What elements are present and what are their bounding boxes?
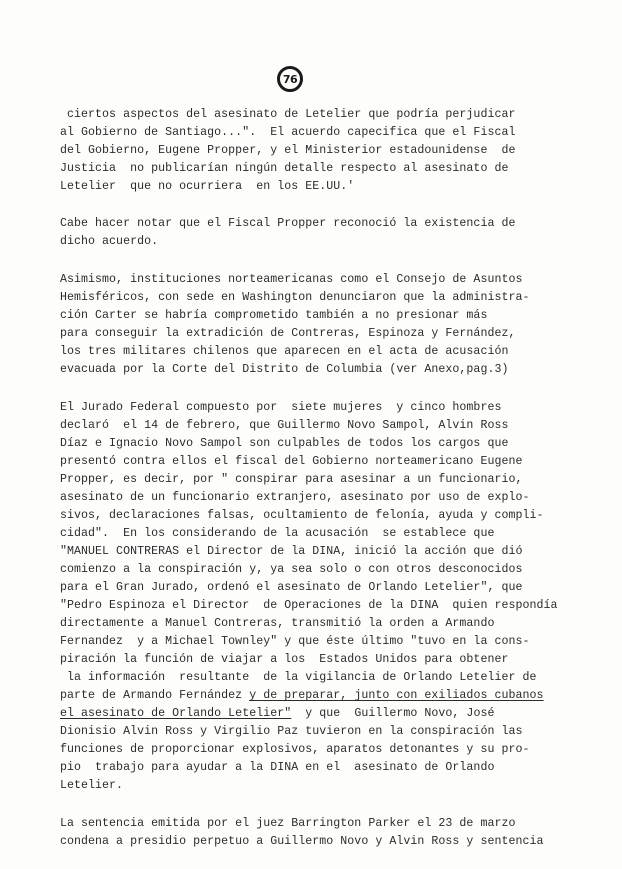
- page-number-stamp: 76: [277, 66, 303, 92]
- text-line: La sentencia emitida por el juez Barrington Parker el 23 de marzo: [60, 817, 516, 830]
- text-line: El Jurado Federal compuesto por siete mujeres y cinco hombres: [60, 401, 502, 414]
- text-line: Propper, es decir, por " conspirar para asesinar a un funcionario,: [60, 473, 523, 486]
- text-segment: parte de Armando Fernández: [60, 689, 250, 702]
- text-line-with-underline: [60, 689, 544, 702]
- text-line: declaró el 14 de febrero, que Guillermo Novo Sampol, Alvin Ross: [60, 419, 509, 432]
- text-line: funciones de proporcionar explosivos, aparatos detonantes y su pro-: [60, 743, 530, 756]
- text-line: los tres militares chilenos que aparecen en el acta de acusación: [60, 345, 509, 358]
- text-line: evacuada por la Corte del Distrito de Columbia (ver Anexo,pag.3): [60, 363, 509, 376]
- text-line: para conseguir la extradición de Contreras, Espinoza y Fernández,: [60, 327, 516, 340]
- text-line: dicho acuerdo.: [60, 235, 159, 248]
- text-line: ciertos aspectos del asesinato de Letelier que podría perjudicar: [60, 108, 516, 121]
- text-line: Asimismo, instituciones norteamericanas como el Consejo de Asuntos: [60, 273, 523, 286]
- text-line: Letelier.: [60, 779, 124, 792]
- underlined-text: el asesinato de Orlando Letelier": [60, 707, 292, 720]
- text-line: comienzo a la conspiración y, ya sea solo o con otros desconocidos: [60, 563, 523, 576]
- text-line: Dionisio Alvin Ross y Virgilio Paz tuvieron en la conspiración las: [60, 725, 523, 738]
- text-line: asesinato de un funcionario extranjero, asesinato por uso de explo-: [60, 491, 530, 504]
- text-line: presentó contra ellos el fiscal del Gobierno norteamericano Eugene: [60, 455, 523, 468]
- text-line: Díaz e Ignacio Novo Sampol son culpables de todos los cargos que: [60, 437, 509, 450]
- text-line: la información resultante de la vigilancia de Orlando Letelier de: [60, 671, 537, 684]
- text-line: [60, 707, 494, 720]
- text-line: piración la función de viajar a los Estados Unidos para obtener: [60, 653, 509, 666]
- text-line: directamente a Manuel Contreras, transmitió la orden a Armando: [60, 617, 495, 630]
- text-line: al Gobierno de Santiago...". El acuerdo capecifica que el Fiscal: [60, 126, 516, 139]
- text-line: condena a presidio perpetuo a Guillermo Novo y Alvin Ross y sentencia: [60, 835, 544, 848]
- text-line: para el Gran Jurado, ordenó el asesinato de Orlando Letelier", que: [60, 581, 523, 594]
- text-line: cidad". En los considerando de la acusación se establece que: [60, 527, 495, 540]
- text-line: Cabe hacer notar que el Fiscal Propper reconoció la existencia de: [60, 217, 516, 230]
- text-line: del Gobierno, Eugene Propper, y el Ministerior estadounidense de: [60, 144, 516, 157]
- text-line: sivos, declaraciones falsas, ocultamiento de felonía, ayuda y compli-: [60, 509, 544, 522]
- text-line: pio trabajo para ayudar a la DINA en el asesinato de Orlando: [60, 761, 495, 774]
- text-line: Letelier que no ocurriera en los EE.UU.': [60, 180, 355, 193]
- text-line: Justicia no publicarían ningún detalle respecto al asesinato de: [60, 162, 509, 175]
- text-line: Hemisféricos, con sede en Washington denunciaron que la administra-: [60, 291, 530, 304]
- underlined-text: y de preparar, junto con exiliados cubanos: [249, 689, 544, 702]
- text-line: ción Carter se habría comprometido también a no presionar más: [60, 309, 488, 322]
- text-segment: y que Guillermo Novo, José: [291, 707, 495, 720]
- text-line: "MANUEL CONTRERAS el Director de la DINA, inició la acción que dió: [60, 545, 523, 558]
- text-line: Fernandez y a Michael Townley" y que éste último "tuvo en la cons-: [60, 635, 530, 648]
- text-line: "Pedro Espinoza el Director de Operaciones de la DINA quien respondía: [60, 599, 558, 612]
